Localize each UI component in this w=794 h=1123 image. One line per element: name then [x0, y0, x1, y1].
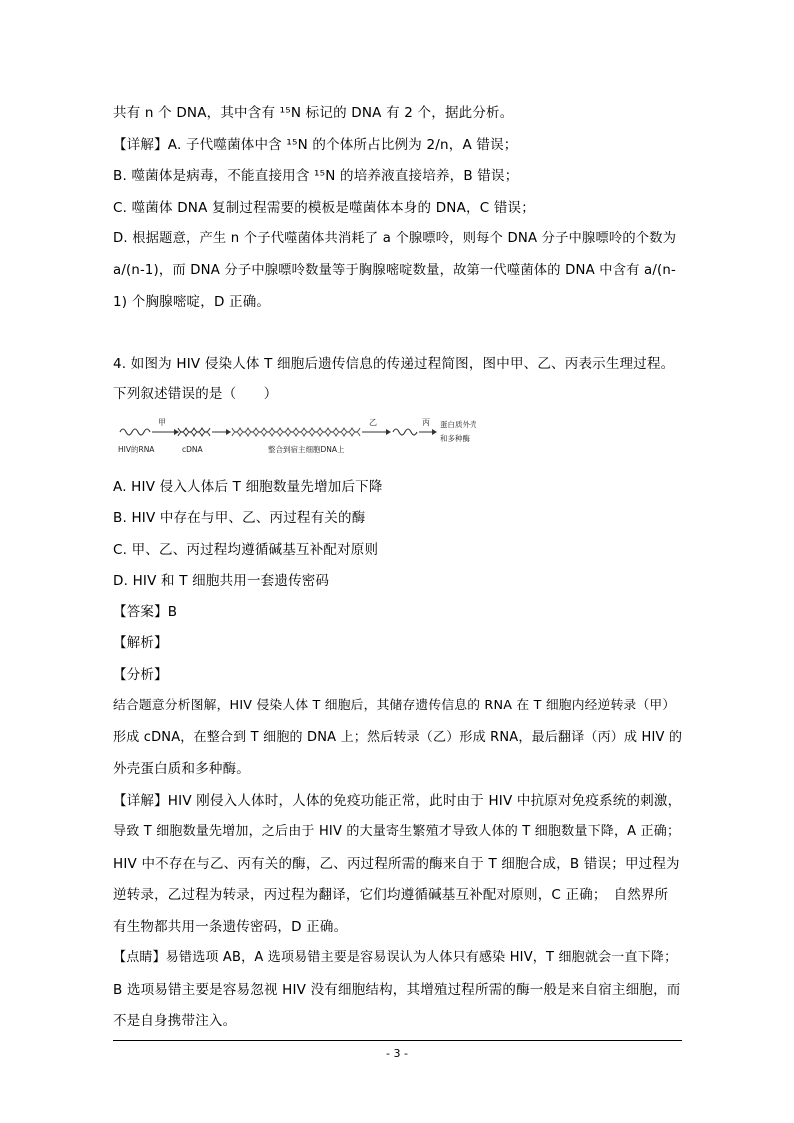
- section-heading: 【解析】: [113, 635, 168, 651]
- label-product-2: 和多种酶: [440, 434, 470, 443]
- text-line: HIV 中不存在与乙、丙有关的酶，乙、丙过程所需的酶来自于 T 细胞合成，B 错误；甲过程为: [113, 856, 680, 872]
- page-number: - 3 -: [386, 1047, 408, 1060]
- cdna-helix: [178, 428, 210, 436]
- text-line: B 选项易错主要是容易忽视 HIV 没有细胞结构，其增殖过程所需的酶一般是来自宿主细胞，而: [113, 982, 681, 998]
- text-line: 结合题意分析图解，HIV 侵染人体 T 细胞后，其储存遗传信息的 RNA 在 T 细胞内经逆转录（甲）: [113, 698, 676, 713]
- text-line: C. 噬菌体 DNA 复制过程需要的模板是噬菌体本身的 DNA，C 错误；: [113, 200, 535, 216]
- rna-wave: [120, 429, 150, 435]
- question-line: 4. 如图为 HIV 侵染人体 T 细胞后遗传信息的传递过程简图，图中甲、乙、丙表示生理过程。: [113, 356, 675, 372]
- host-dna-helix: [232, 428, 360, 436]
- text-line: 【详解】HIV 刚侵入人体时，人体的免疫功能正常，此时由于 HIV 中抗原对免疫系统的刺激，: [113, 793, 682, 809]
- label-yi: 乙: [369, 418, 377, 427]
- option-b: B. HIV 中存在与甲、乙、丙过程有关的酶: [113, 510, 366, 526]
- label-product-1: 蛋白质外壳: [440, 420, 476, 429]
- text-line: 形成 cDNA，在整合到 T 细胞的 DNA 上；然后转录（乙）形成 RNA，最后翻译（丙）成 HIV 的: [113, 730, 683, 745]
- hiv-info-transfer-diagram: [116, 416, 476, 458]
- option-a: A. HIV 侵入人体后 T 细胞数量先增加后下降: [113, 479, 383, 495]
- label-hiv-rna: HIV的RNA: [118, 445, 155, 454]
- text-line: 不是自身携带注入。: [113, 1013, 237, 1029]
- option-c: C. 甲、乙、丙过程均遵循碱基互补配对原则: [113, 542, 379, 558]
- text-line: 有生物都共用一条遗传密码，D 正确。: [113, 919, 348, 935]
- text-line: 1) 个胸腺嘧啶，D 正确。: [113, 294, 271, 310]
- label-integrate: 整合到宿主细胞DNA上: [268, 445, 345, 454]
- question-line: 下列叙述错误的是（ ）: [113, 386, 278, 402]
- mrna-wave: [393, 429, 417, 435]
- answer-line: 【答案】B: [113, 604, 178, 620]
- text-line: 【详解】A. 子代噬菌体中含 ¹⁵N 的个体所占比例为 2/n，A 错误；: [113, 137, 518, 153]
- text-line: a/(n-1)，而 DNA 分子中腺嘌呤数量等于胸腺嘧啶数量，故第一代噬菌体的 DNA 中含有 a/(n-: [113, 263, 676, 278]
- text-line: 外壳蛋白质和多种酶。: [113, 761, 250, 777]
- text-line: 【点睛】易错选项 AB，A 选项易错主要是容易误认为人体只有感染 HIV，T 细胞就会一直下降；: [113, 950, 678, 965]
- label-cdna: cDNA: [182, 445, 203, 454]
- text-line: 导致 T 细胞数量先增加，之后由于 HIV 的大量寄生繁殖才导致人体的 T 细胞数量下降，A 正确；: [113, 824, 681, 839]
- text-line: D. 根据题意，产生 n 个子代噬菌体共消耗了 a 个腺嘌呤，则每个 DNA 分子中腺嘌呤的个数为: [113, 231, 677, 246]
- footer-divider: [113, 1040, 682, 1041]
- text-line: 逆转录，乙过程为转录，丙过程为翻译，它们均遵循碱基互补配对原则，C 正确； 自然界所: [113, 887, 669, 903]
- text-line: 共有 n 个 DNA，其中含有 ¹⁵N 标记的 DNA 有 2 个，据此分析。: [113, 105, 514, 121]
- label-jia: 甲: [158, 418, 166, 427]
- option-d: D. HIV 和 T 细胞共用一套遗传密码: [113, 573, 330, 589]
- section-heading: 【分析】: [113, 667, 168, 683]
- text-line: B. 噬菌体是病毒，不能直接用含 ¹⁵N 的培养液直接培养，B 错误；: [113, 168, 519, 184]
- label-bing: 丙: [422, 418, 430, 427]
